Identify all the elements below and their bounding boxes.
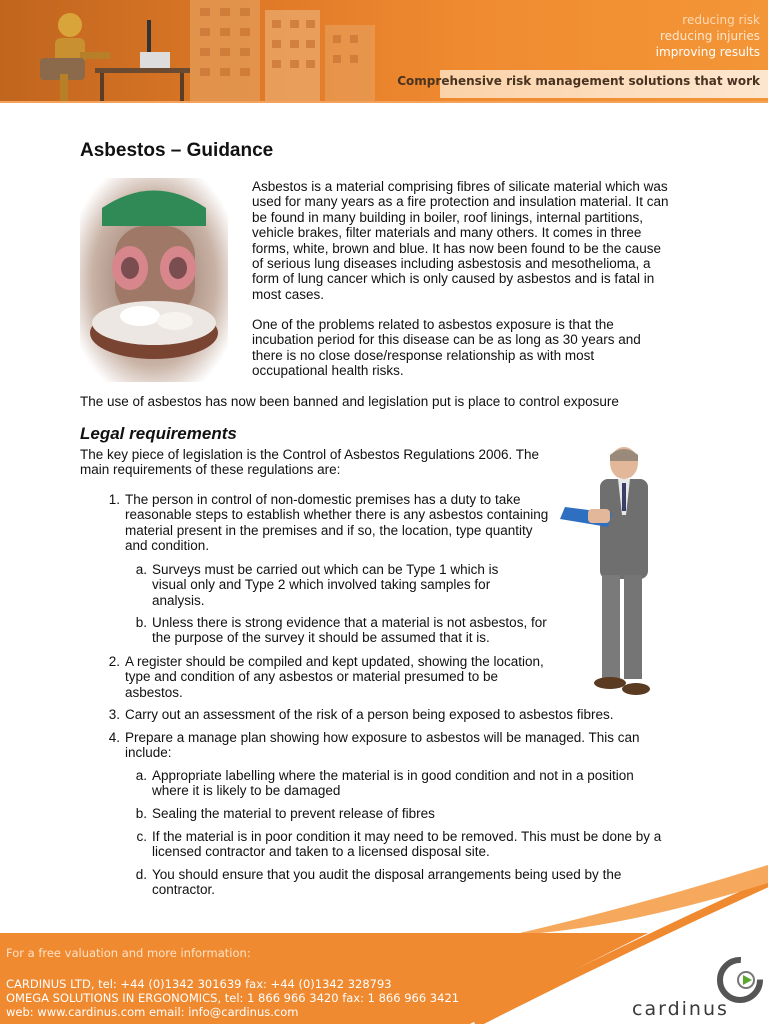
footer-contact-line: OMEGA SOLUTIONS IN ERGONOMICS, tel: 1 866 966 3420 fax: 1 866 966 3421 (6, 991, 460, 1005)
section-heading: Legal requirements (80, 424, 237, 443)
list-number: 1. (108, 492, 120, 507)
sublist-letter: d. (135, 867, 147, 882)
cardinus-logo-wordmark: cardinus (632, 998, 729, 1020)
header-tagline: reducing injuries (659, 29, 760, 43)
sublist-item: Surveys must be carried out which can be Type 1 which is visual only and Type 2 which involved taking samples for analysis. (152, 562, 499, 608)
sublist-item: You should ensure that you audit the disposal arrangements being used by the contractor. (152, 867, 622, 898)
cardinus-logo-icon (716, 956, 764, 1004)
sublist-letter: b. (135, 615, 147, 630)
list-number: 3. (108, 707, 120, 722)
sublist-letter: c. (136, 829, 147, 844)
header-divider (0, 101, 768, 103)
sublist-item: If the material is in poor condition it may need to be removed. This must be done by a licensed contractor and taken to a licensed disposal site. (152, 829, 662, 860)
header-tagline: improving results (655, 45, 760, 59)
inspector-with-clipboard-photo (560, 445, 668, 701)
page-title: Asbestos – Guidance (80, 140, 274, 161)
footer-contact-line: CARDINUS LTD, tel: +44 (0)1342 301639 fax: +44 (0)1342 328793 (6, 977, 392, 991)
list-item: Prepare a manage plan showing how exposure to asbestos will be managed. This can include: (125, 730, 640, 761)
footer-cta: For a free valuation and more information: (6, 946, 251, 960)
page-header (0, 0, 768, 103)
list-number: 2. (108, 654, 120, 669)
sublist-item: Unless there is strong evidence that a material is not asbestos, for the purpose of the survey it should be assumed that it is. (152, 615, 547, 646)
list-item: The person in control of non-domestic premises has a duty to take reasonable steps to establish whether there is any asbestos containing material present in the premises and if so, the location, type quantity and condition. (125, 492, 549, 554)
ban-statement: The use of asbestos has now been banned and legislation put is place to control exposure (80, 394, 619, 409)
header-banner-illustration (0, 0, 440, 103)
legal-intro: The key piece of legislation is the Control of Asbestos Regulations 2006. The main requirements of these regulations are: (80, 447, 540, 478)
footer-contact-line[interactable]: web: www.cardinus.com email: info@cardinus.com (6, 1005, 299, 1019)
sublist-letter: a. (135, 768, 147, 783)
sublist-item: Appropriate labelling where the material is in good condition and not in a position where it is likely to be damaged (152, 768, 634, 799)
sublist-item: Sealing the material to prevent release of fibres (152, 806, 435, 821)
sublist-letter: b. (135, 806, 147, 821)
list-item: Carry out an assessment of the risk of a person being exposed to asbestos fibres. (125, 707, 614, 722)
header-subtitle: Comprehensive risk management solutions that work (397, 74, 760, 88)
list-item: A register should be compiled and kept updated, showing the location, type and condition of any asbestos or material presumed to be asbestos. (125, 654, 544, 700)
sublist-letter: a. (135, 562, 147, 577)
intro-paragraph: One of the problems related to asbestos exposure is that the incubation period for this disease can be as long as 30 years and there is no close dose/response relationship as with most occupational health risks. (252, 317, 641, 379)
asbestos-worker-photo (80, 178, 228, 382)
list-number: 4. (108, 730, 120, 745)
intro-paragraph: Asbestos is a material comprising fibres of silicate material which was used for many years as a fire protection and insulation material. It can be found in many building in boiler, roof linings, internal partitions, vehicle brakes, filter materials and many others. It comes in three forms, white, brown and blue. It has now been found to be the cause of serious lung diseases including asbestosis and mesothelioma, a form of lung cancer which is only caused by asbestos and is fatal in most cases. (252, 179, 669, 302)
header-tagline: reducing risk (682, 13, 760, 27)
